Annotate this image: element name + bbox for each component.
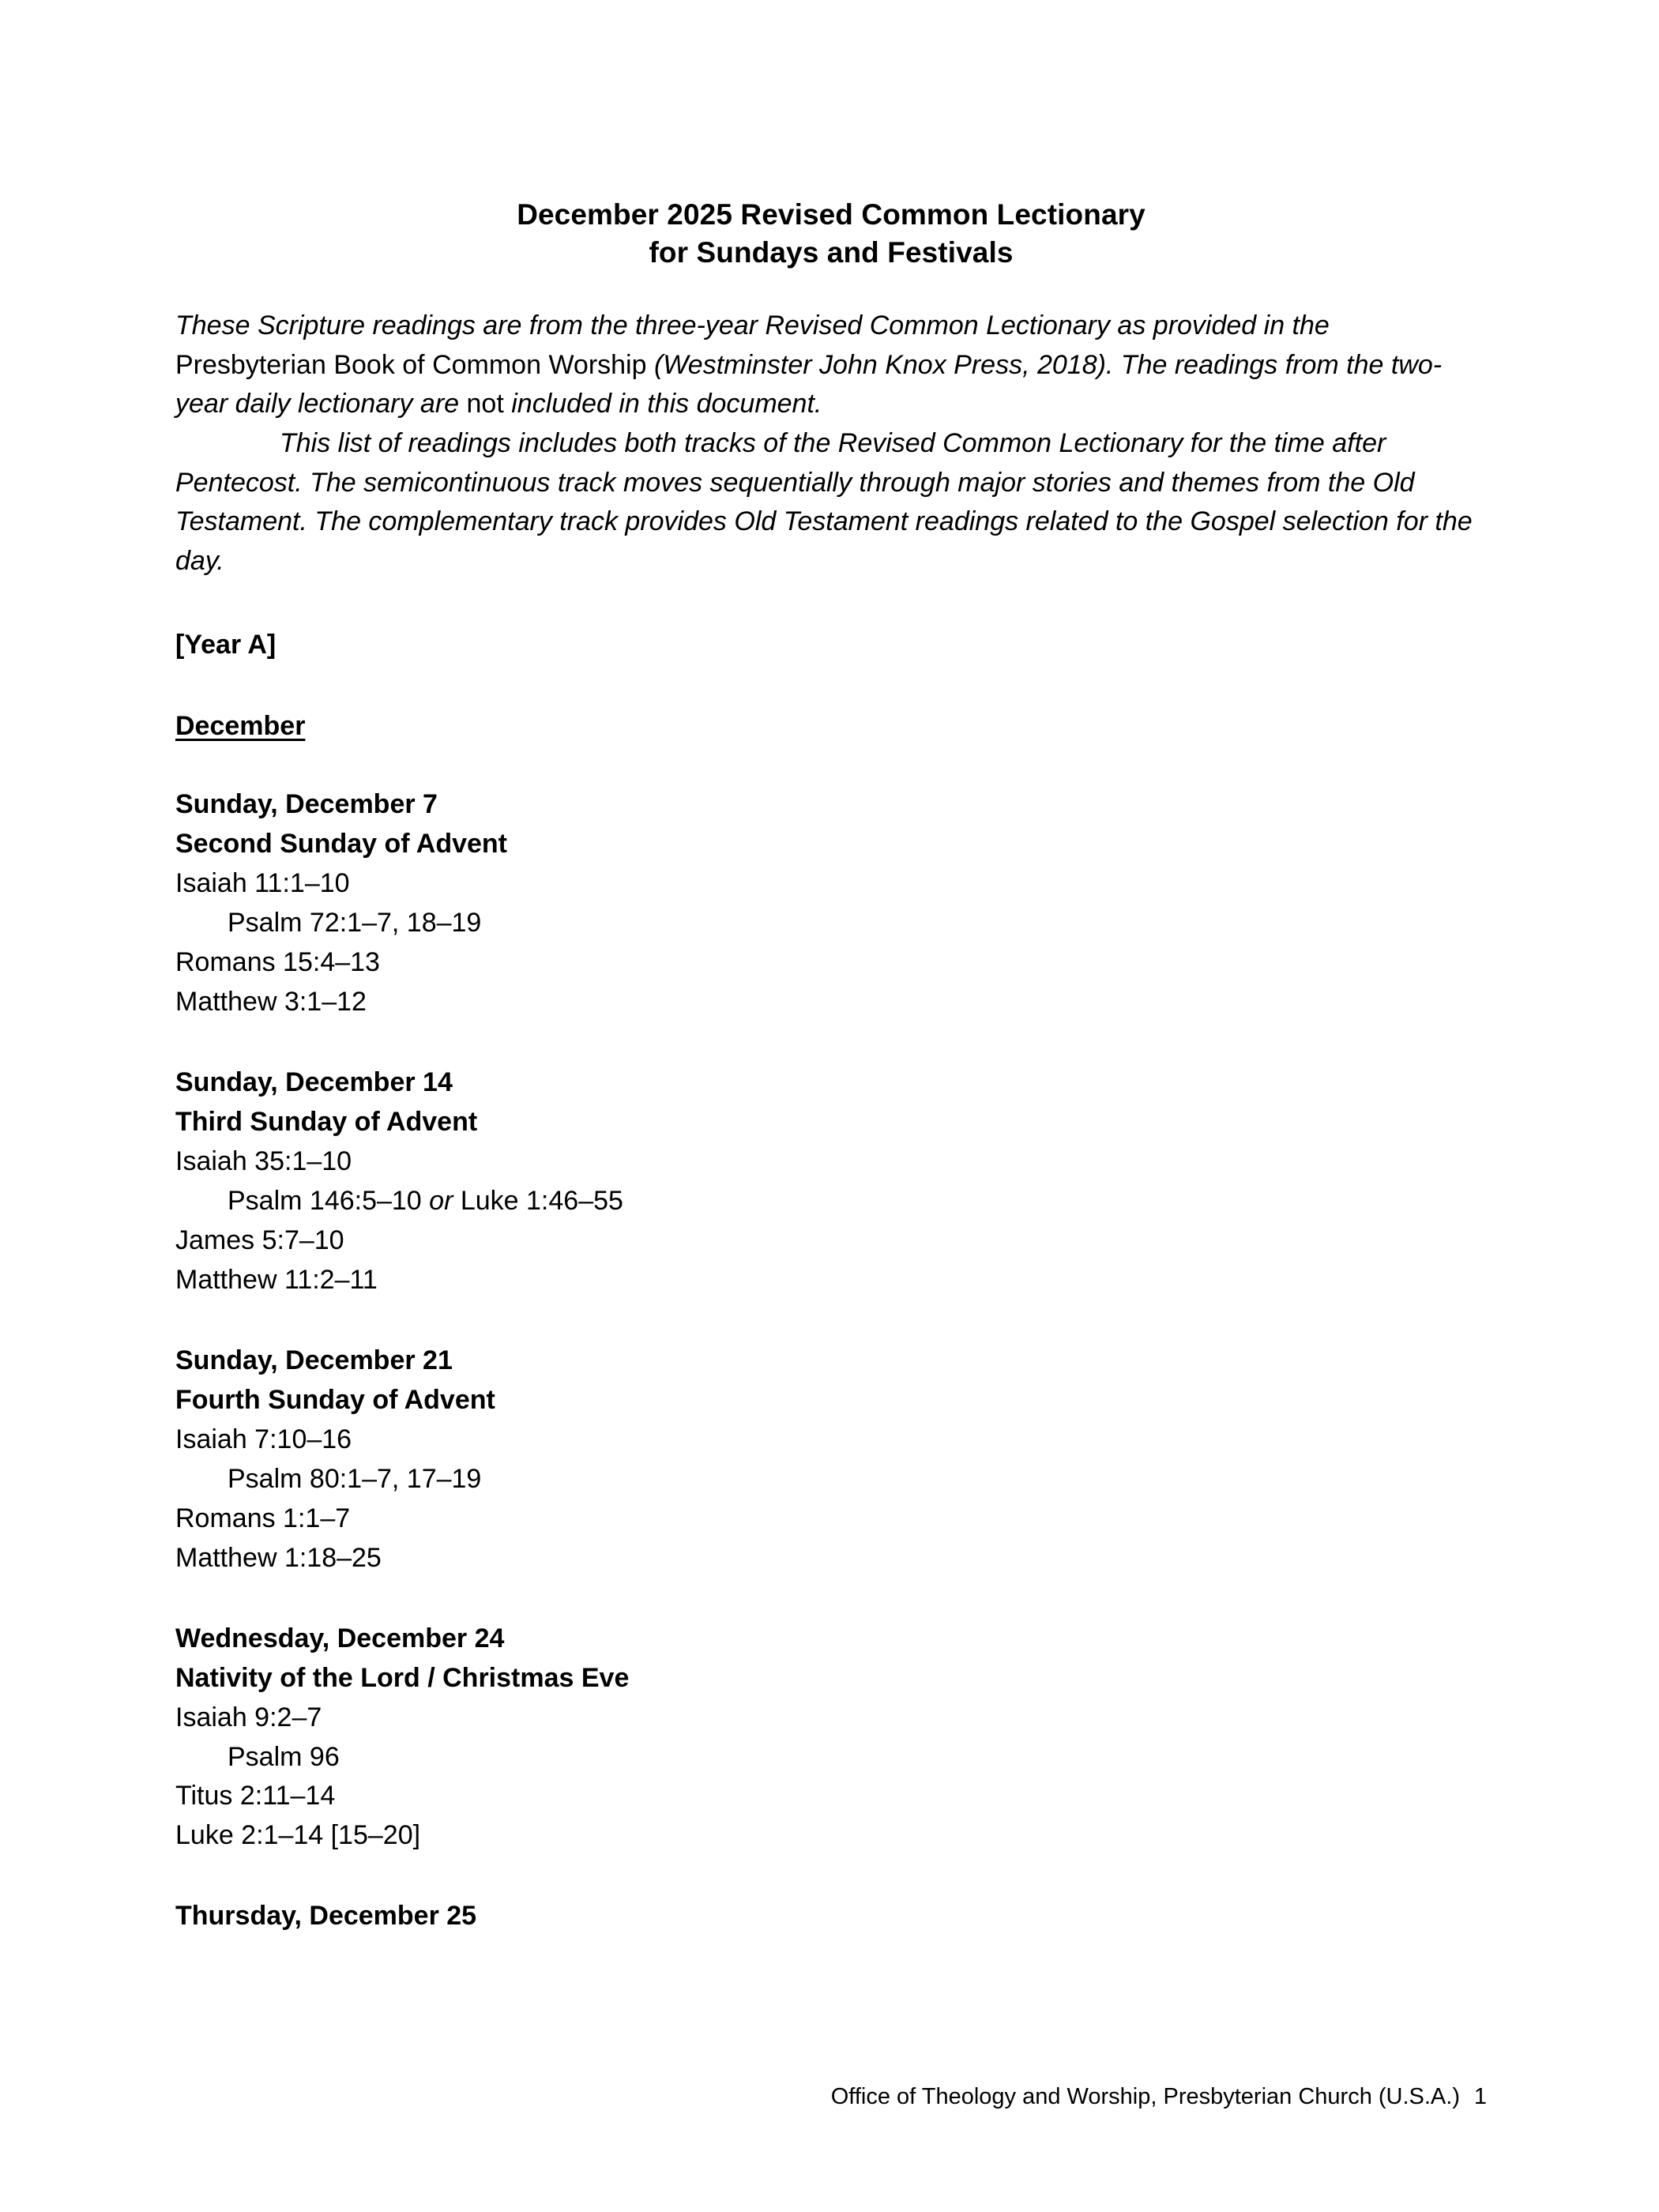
lectionary-entry: [175, 1341, 1487, 1578]
month-heading-text: December: [175, 710, 306, 741]
text-run-5: included in this document.: [511, 389, 822, 419]
text-run-3: (Westminster John Knox Press, 2018). The readings from the two-year daily lectionary are: [175, 349, 1443, 419]
scripture-reading: Matthew 11:2–11: [175, 1264, 378, 1295]
scripture-reading: Isaiah 11:1–10: [175, 868, 350, 899]
entry-occasion: Third Sunday of Advent: [175, 1106, 478, 1137]
page-number: 1: [1473, 2084, 1487, 2109]
scripture-reading: Psalm 80:1–7, 17–19: [228, 1463, 482, 1494]
entry-occasion: Fourth Sunday of Advent: [175, 1384, 495, 1415]
scripture-reading: Romans 15:4–13: [175, 947, 380, 978]
scripture-reading: Luke 2:1–14 [15–20]: [175, 1820, 421, 1851]
entry-date: Sunday, December 14: [175, 1066, 453, 1097]
lectionary-entry: [175, 1620, 1487, 1856]
page-title: [175, 196, 1487, 272]
reading-part-primary: Psalm 146:5–10: [228, 1185, 430, 1216]
entry-date: Thursday, December 25: [175, 1901, 477, 1932]
text-run-0: These Scripture readings are from the three-year Revised Common Lectionary as provided in the: [175, 310, 1330, 341]
lectionary-entry-list: [175, 746, 1487, 1936]
text-run-4: not: [466, 389, 512, 419]
entry-occasion: Nativity of the Lord / Christmas Eve: [175, 1662, 630, 1693]
text-run-0: This list of readings includes both tracks of the Revised Common Lectionary for the time after Pentecost. The semicontinuous track moves sequentially through major stories and themes from the Old Testament. The complementary track provides Old Testament readings related to the Gospel selection for the day.: [175, 428, 1473, 576]
document-body: [175, 196, 1487, 1977]
month-heading: [175, 664, 1487, 746]
scripture-reading: James 5:7–10: [175, 1224, 344, 1255]
scripture-reading: Isaiah 9:2–7: [175, 1702, 322, 1732]
year-label: [Year A]: [175, 629, 276, 660]
page-title-line-1: December 2025 Revised Common Lectionary: [517, 198, 1146, 231]
text-run-2: Book of Common Worship: [333, 349, 654, 380]
intro-paragraph-2: [175, 424, 1487, 581]
entry-date: Sunday, December 21: [175, 1345, 453, 1375]
scripture-reading: Matthew 3:1–12: [175, 987, 367, 1017]
text-run-1: Presbyterian: [175, 349, 334, 380]
scripture-reading: Titus 2:11–14: [175, 1781, 336, 1811]
reading-part-alternate: Luke 1:46–55: [453, 1185, 623, 1216]
page-title-line-2: for Sundays and Festivals: [649, 236, 1014, 269]
scripture-reading: Psalm 96: [228, 1741, 340, 1772]
scripture-reading: [175, 1182, 1487, 1221]
scripture-reading: Matthew 1:18–25: [175, 1542, 382, 1573]
intro-paragraph-1: [175, 307, 1487, 424]
scripture-reading: Psalm 72:1–7, 18–19: [228, 908, 482, 939]
lectionary-entry: [175, 785, 1487, 1022]
scripture-reading: Isaiah 7:10–16: [175, 1424, 352, 1454]
lectionary-entry: [175, 1063, 1487, 1300]
entry-date: Wednesday, December 24: [175, 1623, 505, 1653]
entry-occasion: Second Sunday of Advent: [175, 829, 508, 860]
scripture-reading: Isaiah 35:1–10: [175, 1146, 352, 1176]
scripture-reading: Romans 1:1–7: [175, 1503, 351, 1533]
reading-conjunction: or: [429, 1185, 453, 1216]
lectionary-entry: [175, 1897, 1487, 1936]
entry-date: Sunday, December 7: [175, 789, 438, 820]
page-footer: [175, 2082, 1487, 2112]
footer-text: Office of Theology and Worship, Presbyterian Church (U.S.A.): [830, 2084, 1460, 2109]
